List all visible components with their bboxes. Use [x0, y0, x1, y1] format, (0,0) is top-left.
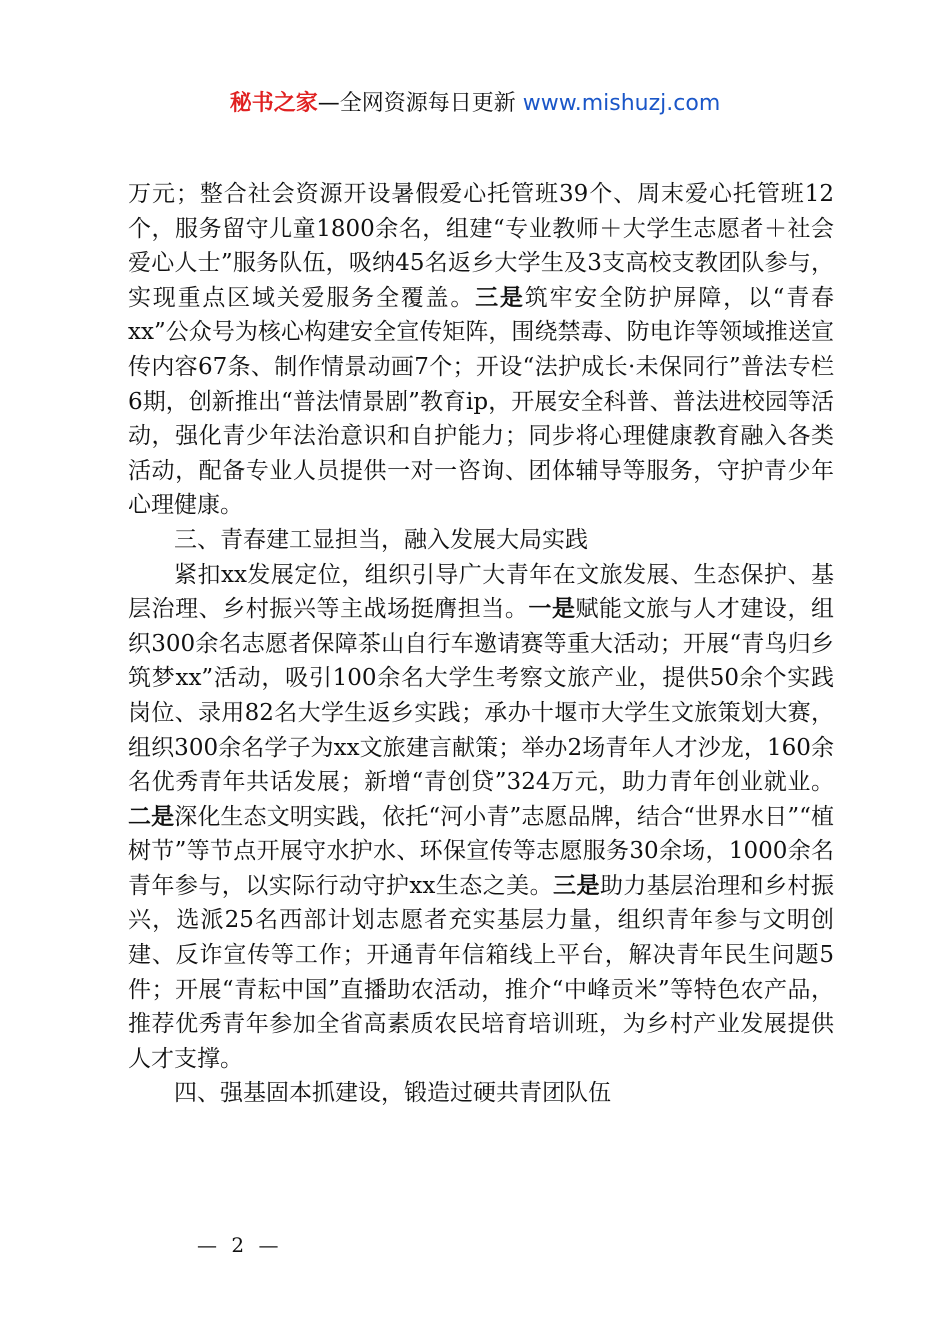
paragraph-continued [128, 177, 834, 523]
paragraph-text: 深化生态文明实践，依托“河小青”志愿品牌，结合“世界水日”“植树节”等节点开展守水护水、环保宣传等志愿服务30余场，1000余名青年参与，以实际行动守护xx生态之美。 [128, 803, 835, 899]
paragraph-text: 助力基层治理和乡村振兴，选派25名西部计划志愿者充实基层力量，组织青年参与文明创建、反诈宣传等工作；开通青年信箱线上平台，解决青年民生问题5件；开展“青耘中国”直播助农活动，推介“中峰贡米”等特色农产品，推荐优秀青年参加全省高素质农民培育培训班，为乡村产业发展提供人才支撑。 [128, 872, 835, 1072]
site-url[interactable]: www.mishuzj.com [522, 91, 721, 116]
emphasis-label: 二是 [128, 802, 175, 830]
document-body [128, 177, 834, 1111]
section-heading-4: 四、强基固本抓建设，锻造过硬共青团队伍 [174, 1080, 611, 1107]
paragraph-text: 紧扣xx发展定位，组织引导广大青年在文旅发展、生态保护、基层治理、乡村振兴等主战场挺膺担当。 [128, 561, 834, 623]
emphasis-label: 三是 [475, 283, 525, 311]
section-heading-3: 三、青春建工显担当，融入发展大局实践 [174, 526, 588, 553]
site-banner [0, 84, 950, 124]
paragraph-text: 筑牢安全防护屏障，以“青春xx”公众号为核心构建安全宣传矩阵，围绕禁毒、防电诈等领域推送宣传内容67条、制作情景动画7个；开设“法护成长·未保同行”普法专栏6期，创新推出“普法情景剧”教育ip，开展安全科普、普法进校园等活动，强化青少年法治意识和自护能力；同步将心理健康教育融入各类活动，配备专业人员提供一对一咨询、团体辅导等服务，守护青少年心理健康。 [128, 284, 835, 519]
paragraph-text: 万元；整合社会资源开设暑假爱心托管班39个、周末爱心托管班12个，服务留守儿童1800余名，组建“专业教师＋大学生志愿者＋社会爱心人士”服务队伍，吸纳45名返乡大学生及3支高校支教团队参与，实现重点区域关爱服务全覆盖。 [128, 181, 834, 311]
site-brand: 秘书之家 [229, 91, 318, 116]
paragraph-text: 赋能文旅与人才建设，组织300余名志愿者保障茶山自行车邀请赛等重大活动；开展“青鸟归乡筑梦xx”活动，吸引100余名大学生考察文旅产业，提供50余个实践岗位、录用82名大学生返乡实践；承办十堰市大学生文旅策划大赛，组织300余名学子为xx文旅建言献策；举办2场青年人才沙龙，160余名优秀青年共话发展；新增“青创贷”324万元，助力青年创业就业。 [128, 596, 835, 796]
emphasis-label: 三是 [553, 871, 600, 899]
page-number: — 2 — [197, 1233, 283, 1257]
paragraph-section-3 [128, 558, 834, 1077]
site-slogan: —全网资源每日更新 [317, 91, 516, 116]
emphasis-label: 一是 [528, 595, 576, 623]
